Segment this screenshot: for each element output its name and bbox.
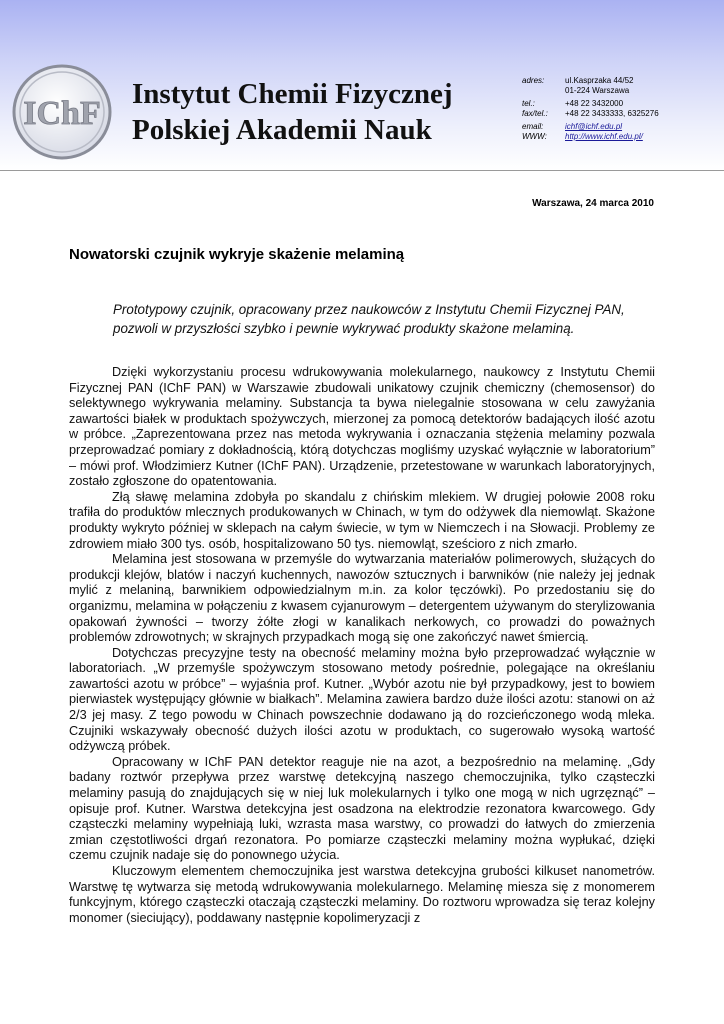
logo-text: IChF xyxy=(23,95,101,132)
address-line2: 01-224 Warszawa xyxy=(565,85,630,95)
address-label: adres: xyxy=(522,76,545,85)
www-label: WWW: xyxy=(522,131,547,141)
body-paragraph: Dotychczas precyzyjne testy na obecność melaminy można było przeprowadzać wyłącznie w laboratoriach. „W przemyśle spożywczym stosowano metody pośrednie, polegające na określaniu zawartości azotu w próbce” – wyjaśnia prof. Kutner. „Wybór azotu nie był przypadkowy, jest to bowiem pierwiastek występujący głównie w białkach”. Melamina zawiera bardzo duże ilości azotu: stanowi on aż 2/3 jej masy. Z tego powodu w Chinach powszechnie dodawano ją do rozcieńczonego wodą mleka. Czujniki wskazywały obecność dużych ilości azotu w produktach, co sugerowało wysoką wartość odżywczą próbek. xyxy=(69,645,655,754)
tel-value: +48 22 3432000 xyxy=(565,99,624,109)
address-line1: ul.Kasprzaka 44/52 xyxy=(565,76,634,85)
header-divider xyxy=(0,170,724,171)
institute-name-line2: Polskiej Akademii Nauk xyxy=(132,114,432,146)
article-body xyxy=(69,365,655,926)
tel-label: tel.: xyxy=(522,99,535,109)
email-link[interactable]: ichf@ichf.edu.pl xyxy=(565,122,623,132)
email-label: email: xyxy=(522,122,544,132)
institute-name-line1: Instytut Chemii Fizycznej xyxy=(132,78,453,110)
ichf-logo xyxy=(10,62,114,162)
article-lead: Prototypowy czujnik, opracowany przez naukowców z Instytutu Chemii Fizycznej PAN, pozwoli w przyszłości szybko i pewnie wykrywać produkty skażone melaminą. xyxy=(113,302,625,336)
fax-value: +48 22 3433333, 6325276 xyxy=(565,108,659,118)
body-paragraph: Złą sławę melamina zdobyła po skandalu z chińskim mlekiem. W drugiej połowie 2008 roku trafiła do produktów mlecznych produkowanych w Chinach, w tym do odżywek dla niemowląt. Skażone produkty wykryto później w sklepach na całym świecie, w tym w Niemczech i na Słowacji. Problemy ze zdrowiem miało 300 tys. osób, hospitalizowano 50 tys. niemowląt, sześcioro z nich zmarło. xyxy=(69,489,655,551)
fax-label: fax/tel.: xyxy=(522,108,548,118)
body-paragraph: Kluczowym elementem chemoczujnika jest warstwa detekcyjna grubości kilkuset nanometrów. Warstwę tę wytwarza się metodą wdrukowywania molekularnego. Melaminę miesza się z monomerem funkcyjnym, którego cząsteczki otaczają cząsteczki melaminy. Do roztworu wprowadza się teraz kolejny monomer (sieciujący), poddawany następnie kopolimeryzacji z xyxy=(69,864,655,925)
body-paragraph: Opracowany w IChF PAN detektor reaguje nie na azot, a bezpośrednio na melaminę. „Gdy badany roztwór przepływa przez warstwę detekcyjną naszego chemoczujnika, tylko cząsteczki melaminy pasują do znajdujących się w niej luk molekularnych i tylko one mogą w nich ugrzęznąć” – opisuje prof. Kutner. Warstwa detekcyjna jest osadzona na elektrodzie rezonatora kwarcowego. Gdy cząsteczki melaminy wypełniają luki, wzrasta masa warstwy, co prowadzi do łatwych do zmierzenia zmian częstotliwości drgań rezonatora. Po pomiarze cząsteczki melaminy można wypłukać, dzięki czemu czujnik nadaje się do ponownego użycia. xyxy=(69,754,655,863)
institute-name xyxy=(132,76,512,148)
body-paragraph: Dzięki wykorzystaniu procesu wdrukowywania molekularnego, naukowcy z Instytutu Chemii Fizycznej PAN (IChF PAN) w Warszawie zbudowali unikatowy czujnik chemiczny (chemosensor) do selektywnego wykrywania melaminy. Substancja ta bywa nielegalnie stosowana w celu zawyżania zawartości białek w produktach spożywczych, mierzonej za pomocą detektorów badających ilość azotu w próbce. „Zaprezentowana przez nas metoda wykrywania i oznaczania stężenia melaminy pozwala przeprowadzać pomiary z dokładnością, którą dotychczas mogliśmy uzyskać wyłącznie w laboratorium” – mówi prof. Włodzimierz Kutner (IChF PAN). Urządzenie, przetestowane w warunkach laboratoryjnych, zostało zgłoszone do opatentowania. xyxy=(69,365,655,489)
press-release-date: Warszawa, 24 marca 2010 xyxy=(532,198,654,209)
body-paragraph: Melamina jest stosowana w przemyśle do wytwarzania materiałów polimerowych, służących do produkcji klejów, blatów i naczyń kuchennych, nawozów sztucznych i barwników (nie należy jej jednak mylić z melaniną, barwnikiem odpowiedzialnym m.in. za kolor tęczówki). Po przedostaniu się do organizmu, melamina w połączeniu z kwasem cyjanurowym – detergentem używanym do sterylizowania opakowań żywności – tworzy żółte złogi w kanalikach nerkowych, co prowadzi do poważnych problemów zdrowotnych; w skrajnych przypadkach mogą się one zakończyć nawet śmiercią. xyxy=(69,552,655,645)
website-link[interactable]: http://www.ichf.edu.pl/ xyxy=(565,131,643,141)
contact-block xyxy=(522,76,722,142)
article-title: Nowatorski czujnik wykryje skażenie melaminą xyxy=(69,246,405,263)
